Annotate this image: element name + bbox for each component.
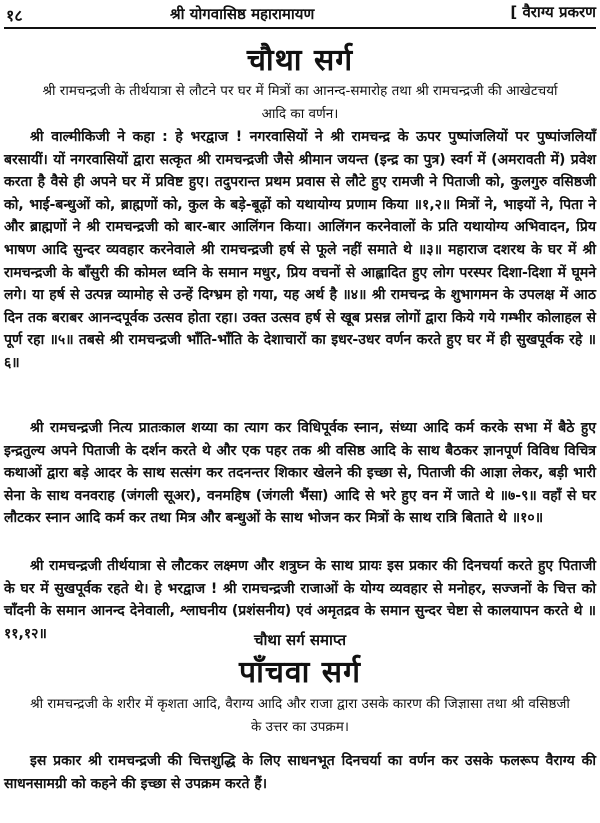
chapter-4-paragraph-2: श्री रामचन्द्रजी नित्य प्रातःकाल शय्या का त्याग कर विधिपूर्वक स्नान, संध्या आदि कर्म करके सभा में बैठे हुए इन्द्रतुल्य अपने पिताजी के दर्शन करते थे और एक पहर तक श्री वसिष्ठ आदि के साथ बैठकर ज्ञानपूर्ण विविध विचित्र कथाओं द्वारा बड़े आदर के साथ सत्संग कर तदनन्तर शिकार खेलने की इच्छा से, पिताजी की आज्ञा लेकर, बड़ी भारी सेना के साथ वनवराह (जंगली सूअर), वनमहिष (जंगली भैंसा) आदि से भरे हुए वन में जाते थे ॥७-९॥ वहाँ से घर लौटकर स्नान आदि कर्म कर तथा मित्र और बन्धुओं के साथ भोजन कर मित्रों के साथ रात्रि बिताते थे ॥१०॥ [4,420,596,527]
running-title: श्री योगवासिष्ठ महारामायण [170,5,315,23]
page-number: १८ [6,6,23,25]
section-label: [ वैराग्य प्रकरण [510,3,596,21]
chapter-4-title: चौथा सर्ग [246,43,354,78]
header-rule [4,27,596,29]
chapter-4-paragraph-3: श्री रामचन्द्रजी तीर्थयात्रा से लौटकर लक्ष्मण और शत्रुघ्न के साथ प्रायः इस प्रकार की दिनचर्या करते हुए पिताजी के घर में सुखपूर्वक रहते थे। हे भरद्वाज ! श्री रामचन्द्रजी राजाओं के योग्य व्यवहार से मनोहर, सज्जनों के चित्त को चाँदनी के समान आनन्द देनेवाली, श्लाघनीय (प्रशंसनीय) एवं अमृतद्रव के समान सुन्दर चेष्टा से कालयापन करते थे ॥११,१२॥ [4,558,596,642]
chapter-4-end-note: चौथा सर्ग समाप्त [253,631,347,649]
page-header [0,0,600,34]
chapter-5-summary: श्री रामचन्द्रजी के शरीर में कृशता आदि, वैराग्य आदि और राजा द्वारा उसके कारण की जिज्ञासा तथा श्री वसिष्ठजी के उत्तर का उपक्रम। [30,696,570,735]
chapter-4-summary: श्री रामचन्द्रजी के तीर्थयात्रा से लौटने पर घर में मित्रों का आनन्द-समारोह तथा श्री रामचन्द्रजी की आखेटचर्या आदि का वर्णन। [42,83,558,122]
chapter-5-paragraph: इस प्रकार श्री रामचन्द्रजी की चित्तशुद्धि के लिए साधनभूत दिनचर्या का वर्णन कर उसके फलरूप वैराग्य की साधनसामग्री को कहने की इच्छा से उपक्रम करते हैं। [4,753,596,792]
chapter-5-title: पाँचवा सर्ग [239,655,361,690]
chapter-4-paragraph-1: श्री वाल्मीकिजी ने कहा : हे भरद्वाज ! नगरवासियों ने श्री रामचन्द्र के ऊपर पुष्पांजलियों पर पुष्पांजलियाँ बरसायीं। यों नगरवासियों द्वारा सत्कृत श्री रामचन्द्रजी जैसे श्रीमान जयन्त (इन्द्र का पुत्र) स्वर्ग में (अमरावती में) प्रवेश करता है वैसे ही अपने घर में प्रविष्ट हुए। तदुपरान्त प्रथम प्रवास से लौटे हुए रामजी ने पिताजी को, कुलगुरु वसिष्ठजी को, भाई-बन्धुओं को, ब्राह्मणों को, कुल के बड़े-बूढ़ों को यथायोग्य प्रणाम किया ॥१,२॥ मित्रों ने, भाइयों ने, पिता ने और ब्राह्मणों ने श्री रामचन्द्रजी को बार-बार आलिंगन किया। आलिंगन करनेवालों के प्रति यथायोग्य अभिवादन, प्रिय भाषण आदि सुन्दर व्यवहार करनेवाले श्री रामचन्द्रजी हर्ष से फूले नहीं समाते थे ॥३॥ महाराज दशरथ के घर में श्री रामचन्द्रजी के बाँसुरी की कोमल ध्वनि के समान मधुर, प्रिय वचनों से आह्लादित हुए लोग परस्पर दिशा-दिशा में घूमने लगे। या हर्ष से उत्पन्न व्यामोह से उन्हें दिग्भ्रम हो गया, यह अर्थ है ॥४॥ श्री रामचन्द्र के शुभागमन के उपलक्ष में आठ दिन तक बराबर आनन्दपूर्वक उत्सव होता रहा। उक्त उत्सव हर्ष से खूब प्रसन्न लोगों द्वारा किये गये गम्भीर कोलाहल से पूर्ण रहा ॥५॥ तबसे श्री रामचन्द्रजी भाँति-भाँति के देशाचारों का इधर-उधर वर्णन करते हुए घर में ही सुखपूर्वक रहे ॥६॥ [4,129,596,371]
